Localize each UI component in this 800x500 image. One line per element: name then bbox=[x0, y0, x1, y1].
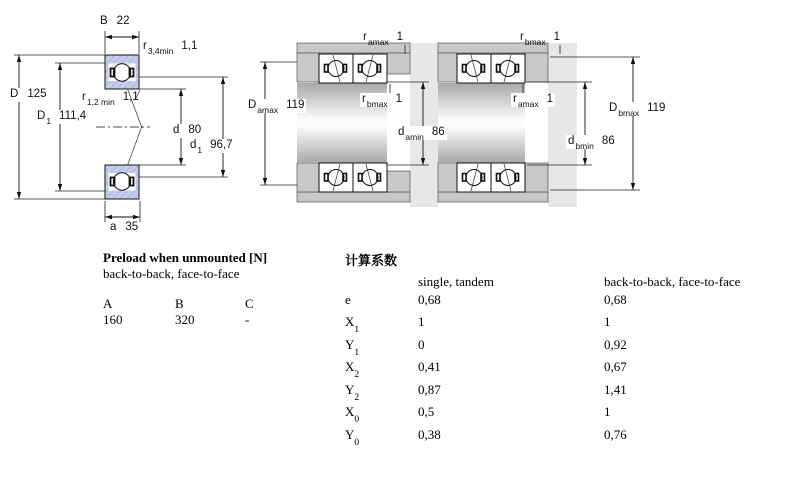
dim-label-rbmax-mid: $r_{bmax}$ 1 bbox=[362, 93, 403, 110]
preload-table bbox=[103, 250, 287, 328]
dim-label-rbmax-right: $r_{bmax}$ 1 bbox=[520, 31, 561, 48]
dim-label-D1: $D_1$ 111,4 bbox=[37, 110, 87, 127]
bearing-section-bottom bbox=[105, 165, 139, 199]
dim-label-D: D 125 bbox=[8, 88, 49, 102]
preload-title: Preload when unmounted [N] bbox=[103, 250, 268, 265]
factors-header-row bbox=[345, 274, 754, 290]
housing-shoulder-left-top bbox=[297, 53, 319, 82]
bearing-pair-top bbox=[457, 54, 525, 83]
bearing-pair-top bbox=[319, 54, 387, 83]
dim-label-a: a 35 bbox=[110, 221, 139, 233]
figure-margin-band bbox=[548, 43, 577, 207]
housing-shoulder-right-top bbox=[525, 53, 548, 82]
dim-label-Dbmax: $D_{bmax}$ 119 bbox=[609, 102, 666, 119]
dim-label-d: d 80 bbox=[171, 124, 203, 138]
middle-mounting-figure bbox=[260, 43, 438, 207]
bearing-section-top bbox=[105, 55, 139, 89]
col-header-back-to-back: back-to-back, face-to-face bbox=[604, 274, 741, 289]
housing-shoulder-left-bottom bbox=[438, 163, 457, 192]
calculation-factors-table bbox=[345, 250, 754, 449]
dim-label-ramax-mid: $r_{amax}$ 1 bbox=[363, 31, 404, 48]
factor-row-X2: $X_2$ 0,41 0,67 bbox=[345, 359, 627, 380]
col-header-single-tandem: single, tandem bbox=[418, 274, 494, 289]
factor-row-e: e 0,68 0,68 bbox=[345, 291, 627, 307]
preload-value-A: 160 bbox=[103, 312, 123, 327]
dim-label-dbmin: $d_{bmin}$ 86 bbox=[568, 135, 615, 152]
housing-shoulder-left-bottom bbox=[297, 163, 319, 192]
dim-label-ramax-right: $r_{amax}$ 1 bbox=[513, 93, 554, 110]
col-header-A: A bbox=[103, 296, 113, 311]
bearing-pair-bottom bbox=[457, 163, 525, 192]
factor-row-X1: $X_1$ 1 1 bbox=[345, 314, 611, 335]
dim-label-damin: $d_{amin}$ 86 bbox=[398, 126, 445, 143]
housing-shoulder-right-bottom bbox=[387, 171, 410, 192]
bearing-pair-bottom bbox=[319, 163, 387, 192]
housing-shoulder-right-bottom bbox=[525, 163, 548, 192]
ball bbox=[113, 173, 130, 190]
dim-label-Damax: $D_{amax}$ 119 bbox=[248, 99, 305, 116]
dim-label-r34: $r_{3,4min}$ 1,1 bbox=[143, 40, 198, 57]
factors-title: 计算系数 bbox=[345, 253, 398, 268]
preload-subtitle: back-to-back, face-to-face bbox=[103, 266, 240, 281]
dim-label-d1: $d_1$ 96,7 bbox=[190, 139, 233, 156]
factor-row-Y0: $Y_0$ 0,38 0,76 bbox=[345, 426, 627, 448]
col-header-B: B bbox=[175, 296, 184, 311]
preload-value-C: - bbox=[245, 312, 250, 327]
preload-header-row bbox=[103, 296, 287, 312]
preload-value-row bbox=[103, 312, 287, 328]
right-mounting-figure bbox=[438, 43, 640, 207]
housing-bottom bbox=[438, 192, 548, 202]
preload-value-B: 320 bbox=[175, 312, 195, 327]
factor-row-X0: $X_0$ 0,5 1 bbox=[345, 404, 611, 425]
figure-margin-band bbox=[410, 43, 438, 207]
factor-row-Y1: $Y_1$ 0 0,92 bbox=[345, 336, 627, 358]
col-header-C: C bbox=[245, 296, 254, 311]
housing-shoulder-left-top bbox=[438, 53, 457, 82]
dim-label-B: B 22 bbox=[100, 15, 130, 27]
ball bbox=[113, 64, 130, 81]
housing-shoulder-right-top bbox=[387, 53, 410, 74]
dim-label-r12: $r_{1,2 min}$ 1,1 bbox=[82, 91, 139, 108]
housing-bottom bbox=[297, 192, 410, 202]
factor-row-Y2: $Y_2$ 0,87 1,41 bbox=[345, 381, 627, 403]
